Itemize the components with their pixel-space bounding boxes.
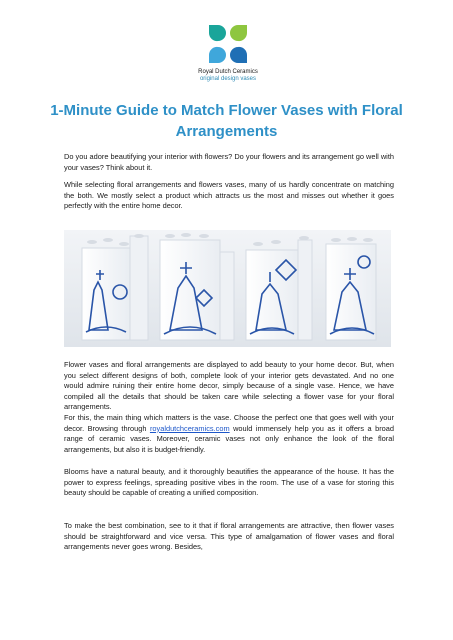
paragraph-intro: Do you adore beautifying your interior with flowers? Do your flowers and its arrangement go well with your vases? Think about it. (64, 152, 394, 172)
paragraph-decor: Flower vases and floral arrangements are displayed to add beauty to your home decor. But, when you select different designs of both, complete look of your interior gets devastated. And no one would admire ruining their entire home decor, simply because of a single vase. Hence, we have compiled all the details that should be taken care while selecting a flower vase for your floral arrangements. (64, 360, 394, 412)
paragraph-vase-choice-start: For this, the main thing which matters is the vase. Choose the perfect one that goes well with your decor. Browsing through (64, 413, 394, 433)
paragraph-blooms: Blooms have a natural beauty, and it thoroughly beautifies the appearance of the house. It has the power to express feelings, spreading positive vibes in the room. The use of a vase for storing this beauty should be capable of creating a unified composition. (64, 467, 394, 498)
brand-logo[interactable] (193, 22, 263, 100)
brand-logo-icon (206, 22, 250, 66)
paragraph-selection: While selecting floral arrangements and flowers vases, many of us hardly concentrate on matching the both. We mostly select a product which attracts us the most and misses out whether it goes perfectly with the entire home decor. (64, 180, 394, 211)
page-title: 1-Minute Guide to Match Flower Vases with Floral Arrangements (50, 102, 403, 140)
brand-name: Royal Dutch Ceramics (198, 69, 258, 75)
product-photo (64, 230, 391, 347)
paragraph-combination: To make the best combination, see to it that if floral arrangements are attractive, then flower vases should be straightforward and vice versa. This type of amalgamation of flower vases and floral arrangements never goes wrong. Besides, (64, 521, 394, 552)
paragraph-vase-choice-end: would immensely help you as it offers a broad range of ceramic vases. Moreover, ceramic vases not only enhance the look of the floral arrangements, but also it is budget-friendly. (64, 423, 394, 454)
royaldutchceramics-link[interactable]: royaldutchceramics.com (149, 423, 230, 433)
delft-vases-illustration (64, 230, 391, 347)
brand-tagline: original design vases (199, 76, 257, 82)
paragraph-vase-choice (64, 413, 394, 455)
